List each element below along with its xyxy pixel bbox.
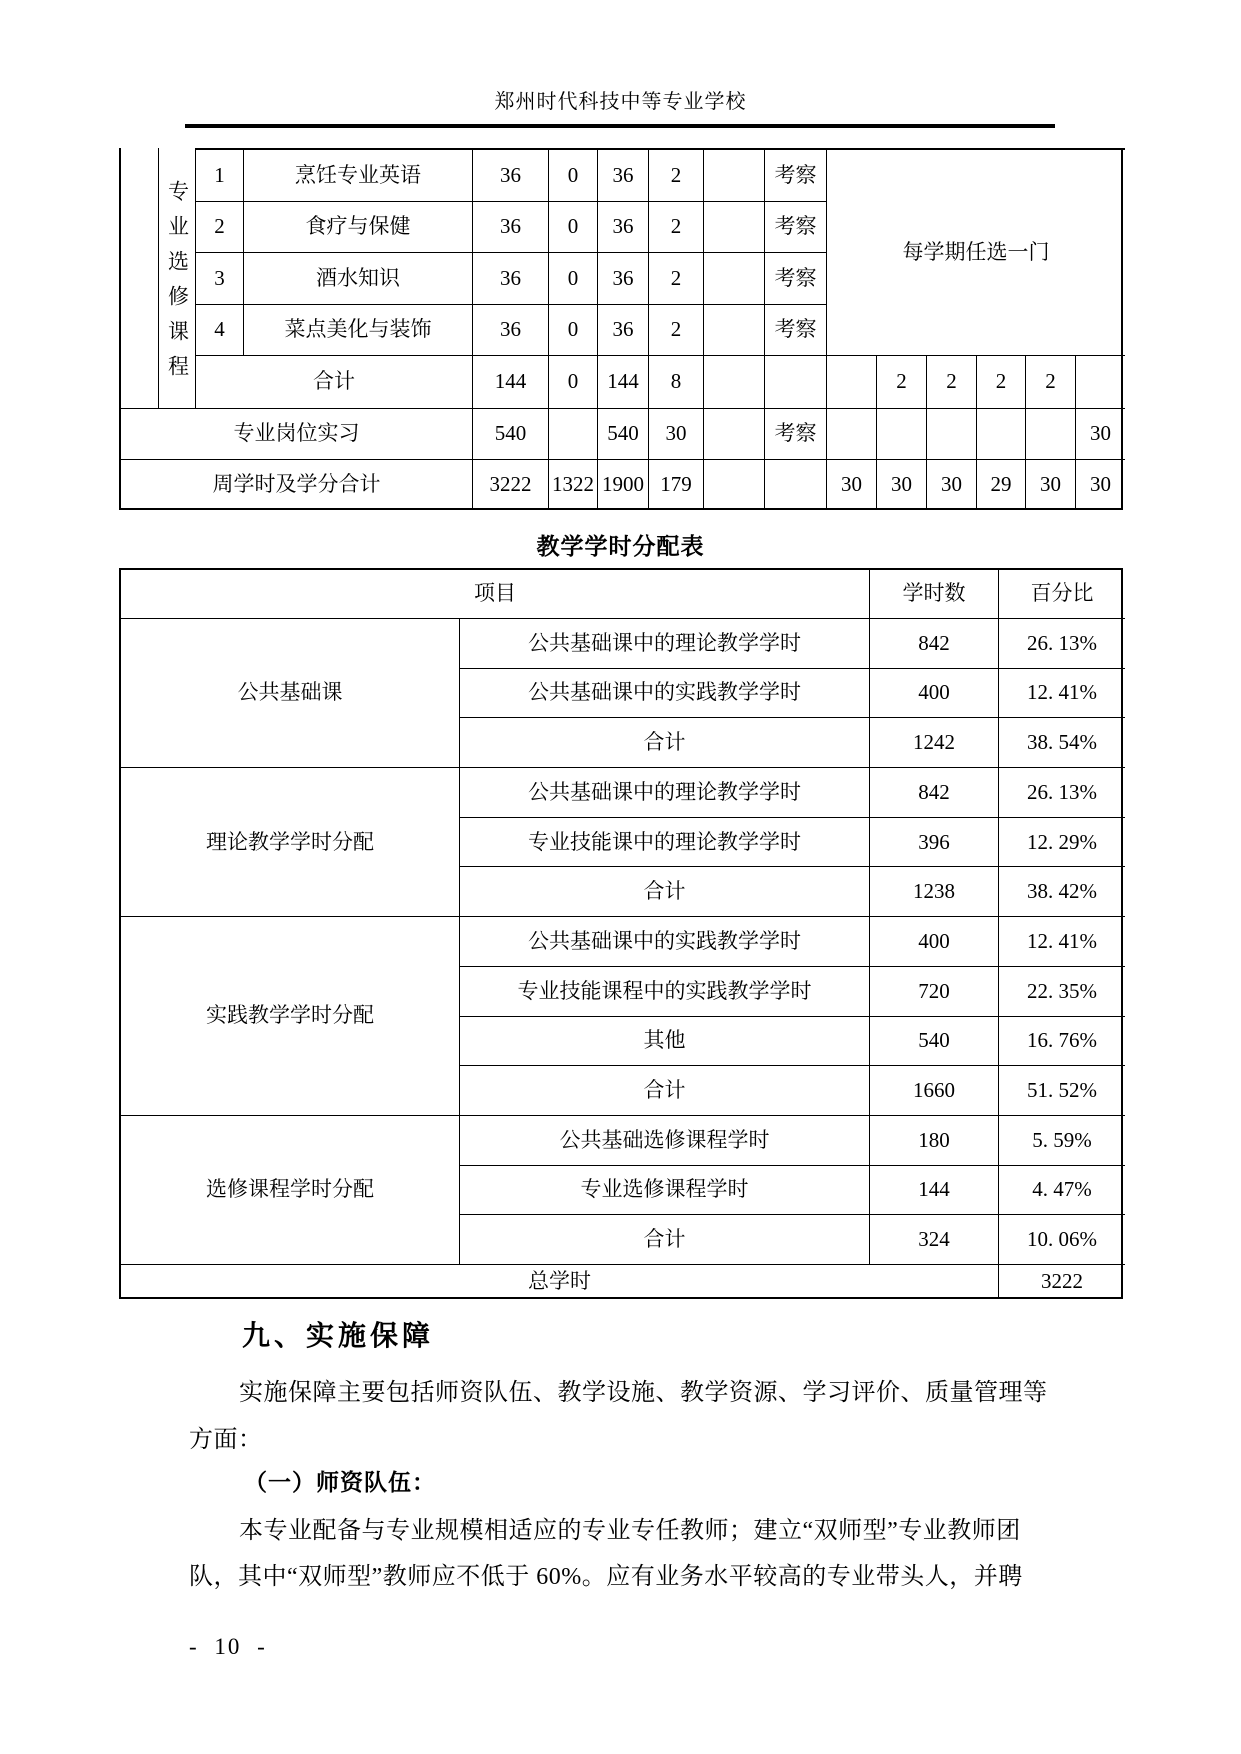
t1-cell xyxy=(703,408,764,459)
t1-cell: 36 xyxy=(597,252,648,304)
t1-sem-cell: 30 xyxy=(826,459,876,510)
t1-cell xyxy=(703,304,764,355)
t1-course-name: 食疗与保健 xyxy=(243,201,472,252)
t1-sem-cell xyxy=(1075,355,1125,408)
t2-hours: 400 xyxy=(869,668,998,718)
t2-percent: 10. 06% xyxy=(998,1214,1125,1264)
t1-cell: 2 xyxy=(648,148,703,201)
t1-sem-cell: 30 xyxy=(1025,459,1075,510)
t1-sem-cell xyxy=(826,408,876,459)
t1-row-no: 3 xyxy=(195,252,243,304)
t2-hours: 400 xyxy=(869,916,998,966)
t1-sem-cell: 30 xyxy=(926,459,976,510)
t2-category: 公共基础课 xyxy=(121,618,459,767)
t2-percent: 38. 54% xyxy=(998,717,1125,767)
paragraph-2 xyxy=(189,1508,1057,1600)
t1-cell: 144 xyxy=(472,355,548,408)
t1-assessment-cell: 考察 xyxy=(764,148,826,201)
t1-assessment-cell: 考察 xyxy=(764,304,826,355)
t2-percent: 12. 29% xyxy=(998,817,1125,867)
t2-hours: 540 xyxy=(869,1016,998,1066)
t2-percent: 26. 13% xyxy=(998,618,1125,668)
t2-percent: 5. 59% xyxy=(998,1115,1125,1165)
t1-cell: 0 xyxy=(548,355,597,408)
t2-percent: 26. 13% xyxy=(998,767,1125,817)
t2-percent: 22. 35% xyxy=(998,966,1125,1016)
t1-cell xyxy=(703,201,764,252)
t1-sem-cell: 2 xyxy=(976,355,1025,408)
t1-sem-cell: 30 xyxy=(876,459,926,510)
paragraph-line: 队，其中“双师型”教师应不低于 60%。应有业务水平较高的专业带头人，并聘 xyxy=(189,1564,1023,1590)
t1-sem-cell xyxy=(826,355,876,408)
t1-sem-cell: 2 xyxy=(1025,355,1075,408)
t1-cell xyxy=(703,459,764,510)
t2-hours: 1660 xyxy=(869,1065,998,1115)
t2-subtotal: 合计 xyxy=(459,866,869,916)
t1-cell: 36 xyxy=(472,252,548,304)
t1-cell xyxy=(703,252,764,304)
t1-course-name: 酒水知识 xyxy=(243,252,472,304)
t2-header-item: 项目 xyxy=(474,581,516,606)
t2-item: 公共基础选修课程学时 xyxy=(459,1115,869,1165)
t2-hours: 396 xyxy=(869,817,998,867)
t1-assessment-cell: 考察 xyxy=(764,408,826,459)
t2-category: 理论教学学时分配 xyxy=(121,767,459,916)
t2-grand-total-value: 3222 xyxy=(998,1264,1125,1299)
t2-hours: 180 xyxy=(869,1115,998,1165)
t1-cell: 2 xyxy=(648,304,703,355)
t1-cell xyxy=(703,148,764,201)
t2-hours: 842 xyxy=(869,767,998,817)
t2-percent: 12. 41% xyxy=(998,668,1125,718)
t1-cell: 540 xyxy=(597,408,648,459)
paragraph-line: 实施保障主要包括师资队伍、教学设施、教学资源、学习评价、质量管理等 xyxy=(239,1380,1048,1406)
t2-percent: 38. 42% xyxy=(998,866,1125,916)
t2-percent: 4. 47% xyxy=(998,1165,1125,1215)
t1-cell: 144 xyxy=(597,355,648,408)
t2-header-hours: 学时数 xyxy=(869,570,998,618)
paragraph-1 xyxy=(189,1370,1057,1464)
t2-subtotal: 合计 xyxy=(459,1065,869,1115)
t2-item: 专业技能课中的理论教学学时 xyxy=(459,817,869,867)
t2-hours: 720 xyxy=(869,966,998,1016)
t1-cell xyxy=(764,355,826,408)
t1-cell: 179 xyxy=(648,459,703,510)
t2-percent: 16. 76% xyxy=(998,1016,1125,1066)
t2-subtotal: 合计 xyxy=(459,717,869,767)
t1-assessment-cell: 考察 xyxy=(764,201,826,252)
t2-percent: 51. 52% xyxy=(998,1065,1125,1115)
t1-course-name: 烹饪专业英语 xyxy=(243,148,472,201)
t1-subtotal-label: 合计 xyxy=(195,355,472,408)
t2-item: 专业技能课程中的实践教学学时 xyxy=(459,966,869,1016)
t1-sem-cell: 2 xyxy=(876,355,926,408)
t2-item: 公共基础课中的实践教学学时 xyxy=(459,916,869,966)
t2-subtotal: 合计 xyxy=(459,1214,869,1264)
header-rule xyxy=(185,124,1055,128)
t1-cell: 36 xyxy=(472,148,548,201)
t1-cell: 36 xyxy=(597,201,648,252)
t2-hours: 842 xyxy=(869,618,998,668)
t1-sem-cell xyxy=(976,408,1025,459)
t1-cell: 30 xyxy=(648,408,703,459)
t1-cell: 36 xyxy=(597,304,648,355)
t1-group-label: 专业选修课程 xyxy=(158,148,195,408)
t1-sem-cell xyxy=(926,408,976,459)
subsection-heading: （一）师资队伍： xyxy=(244,1469,436,1495)
t2-hours: 1242 xyxy=(869,717,998,767)
t2-hours: 144 xyxy=(869,1165,998,1215)
t1-assessment-cell: 考察 xyxy=(764,252,826,304)
t1-cell xyxy=(764,459,826,510)
t1-sem-cell: 30 xyxy=(1075,459,1125,510)
t1-cell: 0 xyxy=(548,304,597,355)
t1-sem-cell xyxy=(876,408,926,459)
curriculum-table xyxy=(119,148,1123,510)
t1-sem-cell: 2 xyxy=(926,355,976,408)
t1-sem-cell: 29 xyxy=(976,459,1025,510)
t2-hours: 1238 xyxy=(869,866,998,916)
page-number: - 10 - xyxy=(189,1634,267,1659)
paragraph-line: 方面： xyxy=(189,1427,263,1453)
t1-row-no: 1 xyxy=(195,148,243,201)
t2-percent: 12. 41% xyxy=(998,916,1125,966)
t1-left-continuation-cell xyxy=(121,148,158,408)
t1-row-no: 2 xyxy=(195,201,243,252)
t1-cell: 2 xyxy=(648,252,703,304)
t2-category: 选修课程学时分配 xyxy=(121,1115,459,1264)
t1-cell: 1900 xyxy=(597,459,648,510)
t1-cell: 540 xyxy=(472,408,548,459)
t1-cell: 3222 xyxy=(472,459,548,510)
t1-weekly-total-label: 周学时及学分合计 xyxy=(121,459,472,510)
t1-internship-label: 专业岗位实习 xyxy=(121,408,472,459)
hours-allocation-table xyxy=(119,568,1123,1299)
t2-item: 公共基础课中的理论教学学时 xyxy=(459,618,869,668)
t1-cell: 0 xyxy=(548,201,597,252)
t1-cell: 36 xyxy=(597,148,648,201)
t1-note-cell: 每学期任选一门 xyxy=(826,148,1125,355)
t1-cell: 1322 xyxy=(548,459,597,510)
t1-cell: 8 xyxy=(648,355,703,408)
t1-cell: 36 xyxy=(472,304,548,355)
t1-course-name: 菜点美化与装饰 xyxy=(243,304,472,355)
t2-header-percent: 百分比 xyxy=(998,570,1125,618)
t1-sem-cell: 30 xyxy=(1075,408,1125,459)
t2-category: 实践教学学时分配 xyxy=(121,916,459,1115)
t2-item: 专业选修课程学时 xyxy=(459,1165,869,1215)
t1-cell: 0 xyxy=(548,252,597,304)
hours-table-title: 教学学时分配表 xyxy=(536,534,705,559)
section-heading: 九、实施保障 xyxy=(242,1320,435,1351)
t1-cell xyxy=(548,408,597,459)
t2-item: 其他 xyxy=(459,1016,869,1066)
t2-hours: 324 xyxy=(869,1214,998,1264)
t1-sem-cell xyxy=(1025,408,1075,459)
t1-cell xyxy=(703,355,764,408)
t1-row-no: 4 xyxy=(195,304,243,355)
page-header-title: 郑州时代科技中等专业学校 xyxy=(494,91,747,113)
t2-grand-total-label: 总学时 xyxy=(121,1264,998,1299)
t2-item: 公共基础课中的理论教学学时 xyxy=(459,767,869,817)
t1-cell: 2 xyxy=(648,201,703,252)
paragraph-line: 本专业配备与专业规模相适应的专业专任教师；建立“双师型”专业教师团 xyxy=(239,1518,1021,1544)
t2-item: 公共基础课中的实践教学学时 xyxy=(459,668,869,718)
t1-cell: 36 xyxy=(472,201,548,252)
t1-cell: 0 xyxy=(548,148,597,201)
